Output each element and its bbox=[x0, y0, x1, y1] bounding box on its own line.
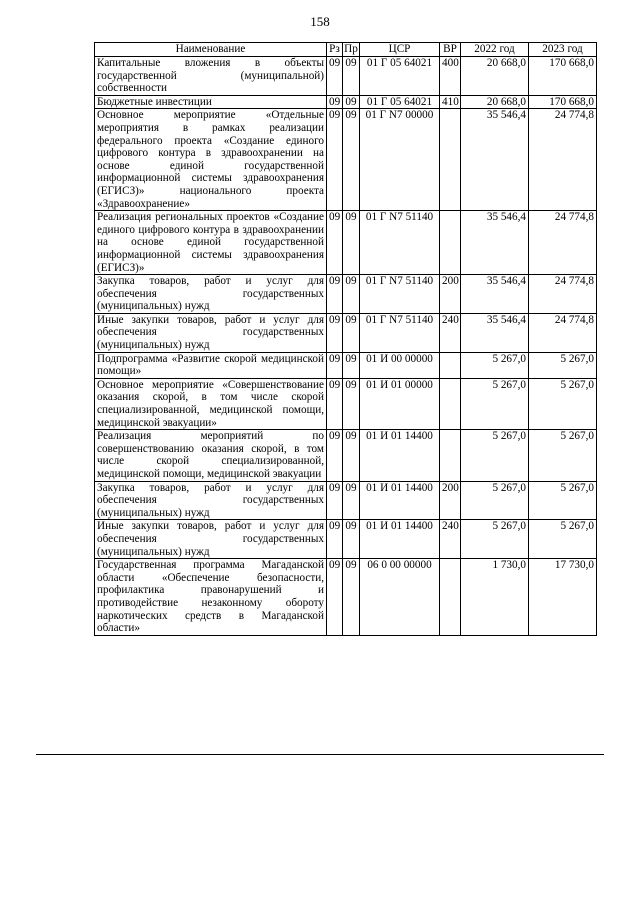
row-name: Иные закупки товаров, работ и услуг для обеспечения государственных (муниципальных) нужд bbox=[95, 313, 327, 352]
row-name: Капитальные вложения в объекты государственной (муниципальной) собственности bbox=[95, 57, 327, 96]
row-amount-2023: 5 267,0 bbox=[529, 352, 597, 378]
row-vr: 200 bbox=[440, 275, 461, 314]
row-amount-2022: 20 668,0 bbox=[461, 95, 529, 109]
row-name: Основное мероприятие «Совершенствование оказания скорой, в том числе скорой специализированной, медицинской помощи, медицинской эвакуации» bbox=[95, 378, 327, 429]
row-amount-2022: 1 730,0 bbox=[461, 559, 529, 636]
row-rz: 09 bbox=[327, 378, 343, 429]
row-amount-2023: 170 668,0 bbox=[529, 95, 597, 109]
row-amount-2022: 35 546,4 bbox=[461, 211, 529, 275]
row-name: Государственная программа Магаданской области «Обеспечение безопасности, профилактика правонарушений и противодействие незаконному обороту наркотических средств в Магаданской области» bbox=[95, 559, 327, 636]
row-pr: 09 bbox=[343, 352, 360, 378]
row-rz: 09 bbox=[327, 275, 343, 314]
row-amount-2022: 5 267,0 bbox=[461, 481, 529, 520]
table-row bbox=[95, 275, 597, 314]
row-vr bbox=[440, 109, 461, 211]
row-amount-2022: 5 267,0 bbox=[461, 430, 529, 481]
row-csr: 01 И 01 14400 bbox=[360, 481, 440, 520]
row-pr: 09 bbox=[343, 211, 360, 275]
row-pr: 09 bbox=[343, 430, 360, 481]
row-vr: 240 bbox=[440, 520, 461, 559]
row-vr bbox=[440, 211, 461, 275]
row-rz: 09 bbox=[327, 109, 343, 211]
row-csr: 01 И 00 00000 bbox=[360, 352, 440, 378]
row-pr: 09 bbox=[343, 481, 360, 520]
row-amount-2023: 24 774,8 bbox=[529, 211, 597, 275]
row-pr: 09 bbox=[343, 109, 360, 211]
row-amount-2023: 5 267,0 bbox=[529, 481, 597, 520]
row-vr bbox=[440, 430, 461, 481]
row-name: Закупка товаров, работ и услуг для обеспечения государственных (муниципальных) нужд bbox=[95, 275, 327, 314]
row-csr: 01 Г 05 64021 bbox=[360, 57, 440, 96]
row-amount-2022: 35 546,4 bbox=[461, 275, 529, 314]
budget-table bbox=[94, 42, 597, 636]
header-vr: ВР bbox=[440, 43, 461, 57]
row-rz: 09 bbox=[327, 481, 343, 520]
row-rz: 09 bbox=[327, 559, 343, 636]
row-csr: 01 Г N7 51140 bbox=[360, 313, 440, 352]
row-rz: 09 bbox=[327, 313, 343, 352]
table-row bbox=[95, 430, 597, 481]
row-amount-2022: 35 546,4 bbox=[461, 109, 529, 211]
table-row bbox=[95, 520, 597, 559]
row-pr: 09 bbox=[343, 520, 360, 559]
row-vr: 240 bbox=[440, 313, 461, 352]
row-name: Реализация мероприятий по совершенствованию оказания скорой, в том числе скорой специализированной, медицинской помощи, медицинской эвакуации bbox=[95, 430, 327, 481]
table-row bbox=[95, 109, 597, 211]
row-amount-2022: 20 668,0 bbox=[461, 57, 529, 96]
row-amount-2022: 5 267,0 bbox=[461, 378, 529, 429]
row-name: Бюджетные инвестиции bbox=[95, 95, 327, 109]
row-vr: 410 bbox=[440, 95, 461, 109]
row-rz: 09 bbox=[327, 352, 343, 378]
row-csr: 01 Г N7 00000 bbox=[360, 109, 440, 211]
row-name: Основное мероприятие «Отдельные мероприятия в рамках реализации федерального проекта «Создание единого цифрового контура в здравоохранении на основе единой государственной информационной системы здравоохранения (ЕГИСЗ)» национального проекта «Здравоохранение» bbox=[95, 109, 327, 211]
table-row bbox=[95, 211, 597, 275]
header-name: Наименование bbox=[95, 43, 327, 57]
row-pr: 09 bbox=[343, 275, 360, 314]
row-csr: 01 Г N7 51140 bbox=[360, 211, 440, 275]
row-amount-2023: 170 668,0 bbox=[529, 57, 597, 96]
table-row bbox=[95, 481, 597, 520]
row-csr: 06 0 00 00000 bbox=[360, 559, 440, 636]
row-rz: 09 bbox=[327, 430, 343, 481]
row-vr bbox=[440, 378, 461, 429]
row-pr: 09 bbox=[343, 95, 360, 109]
header-pr: Пр bbox=[344, 43, 358, 56]
row-amount-2023: 5 267,0 bbox=[529, 520, 597, 559]
page-number: 158 bbox=[310, 14, 330, 29]
row-amount-2022: 35 546,4 bbox=[461, 313, 529, 352]
row-amount-2022: 5 267,0 bbox=[461, 520, 529, 559]
row-amount-2022: 5 267,0 bbox=[461, 352, 529, 378]
row-amount-2023: 24 774,8 bbox=[529, 275, 597, 314]
header-2022: 2022 год bbox=[461, 43, 529, 57]
row-rz: 09 bbox=[327, 520, 343, 559]
row-name: Реализация региональных проектов «Создание единого цифрового контура в здравоохранении на основе единой государственной информационной системы здравоохранения (ЕГИСЗ)» bbox=[95, 211, 327, 275]
row-name: Иные закупки товаров, работ и услуг для обеспечения государственных (муниципальных) нужд bbox=[95, 520, 327, 559]
row-csr: 01 И 01 00000 bbox=[360, 378, 440, 429]
table-row bbox=[95, 95, 597, 109]
table-row bbox=[95, 378, 597, 429]
row-amount-2023: 24 774,8 bbox=[529, 109, 597, 211]
row-pr: 09 bbox=[343, 559, 360, 636]
row-csr: 01 Г 05 64021 bbox=[360, 95, 440, 109]
row-csr: 01 Г N7 51140 bbox=[360, 275, 440, 314]
table-row bbox=[95, 313, 597, 352]
row-pr: 09 bbox=[343, 378, 360, 429]
row-pr: 09 bbox=[343, 313, 360, 352]
row-name: Подпрограмма «Развитие скорой медицинской помощи» bbox=[95, 352, 327, 378]
row-amount-2023: 5 267,0 bbox=[529, 430, 597, 481]
row-csr: 01 И 01 14400 bbox=[360, 430, 440, 481]
row-vr: 200 bbox=[440, 481, 461, 520]
row-rz: 09 bbox=[327, 211, 343, 275]
row-rz: 09 bbox=[327, 57, 343, 96]
row-amount-2023: 17 730,0 bbox=[529, 559, 597, 636]
row-csr: 01 И 01 14400 bbox=[360, 520, 440, 559]
row-vr bbox=[440, 352, 461, 378]
header-csr: ЦСР bbox=[360, 43, 440, 57]
header-2023: 2023 год bbox=[529, 43, 597, 57]
table-row bbox=[95, 57, 597, 96]
row-amount-2023: 24 774,8 bbox=[529, 313, 597, 352]
header-rz: Рз bbox=[327, 43, 343, 57]
table-header-row bbox=[95, 43, 597, 57]
row-vr: 400 bbox=[440, 57, 461, 96]
row-name: Закупка товаров, работ и услуг для обеспечения государственных (муниципальных) нужд bbox=[95, 481, 327, 520]
table-row bbox=[95, 352, 597, 378]
table-row bbox=[95, 559, 597, 636]
row-rz: 09 bbox=[327, 95, 343, 109]
row-amount-2023: 5 267,0 bbox=[529, 378, 597, 429]
footer-rule bbox=[36, 754, 604, 755]
row-vr bbox=[440, 559, 461, 636]
row-pr: 09 bbox=[343, 57, 360, 96]
